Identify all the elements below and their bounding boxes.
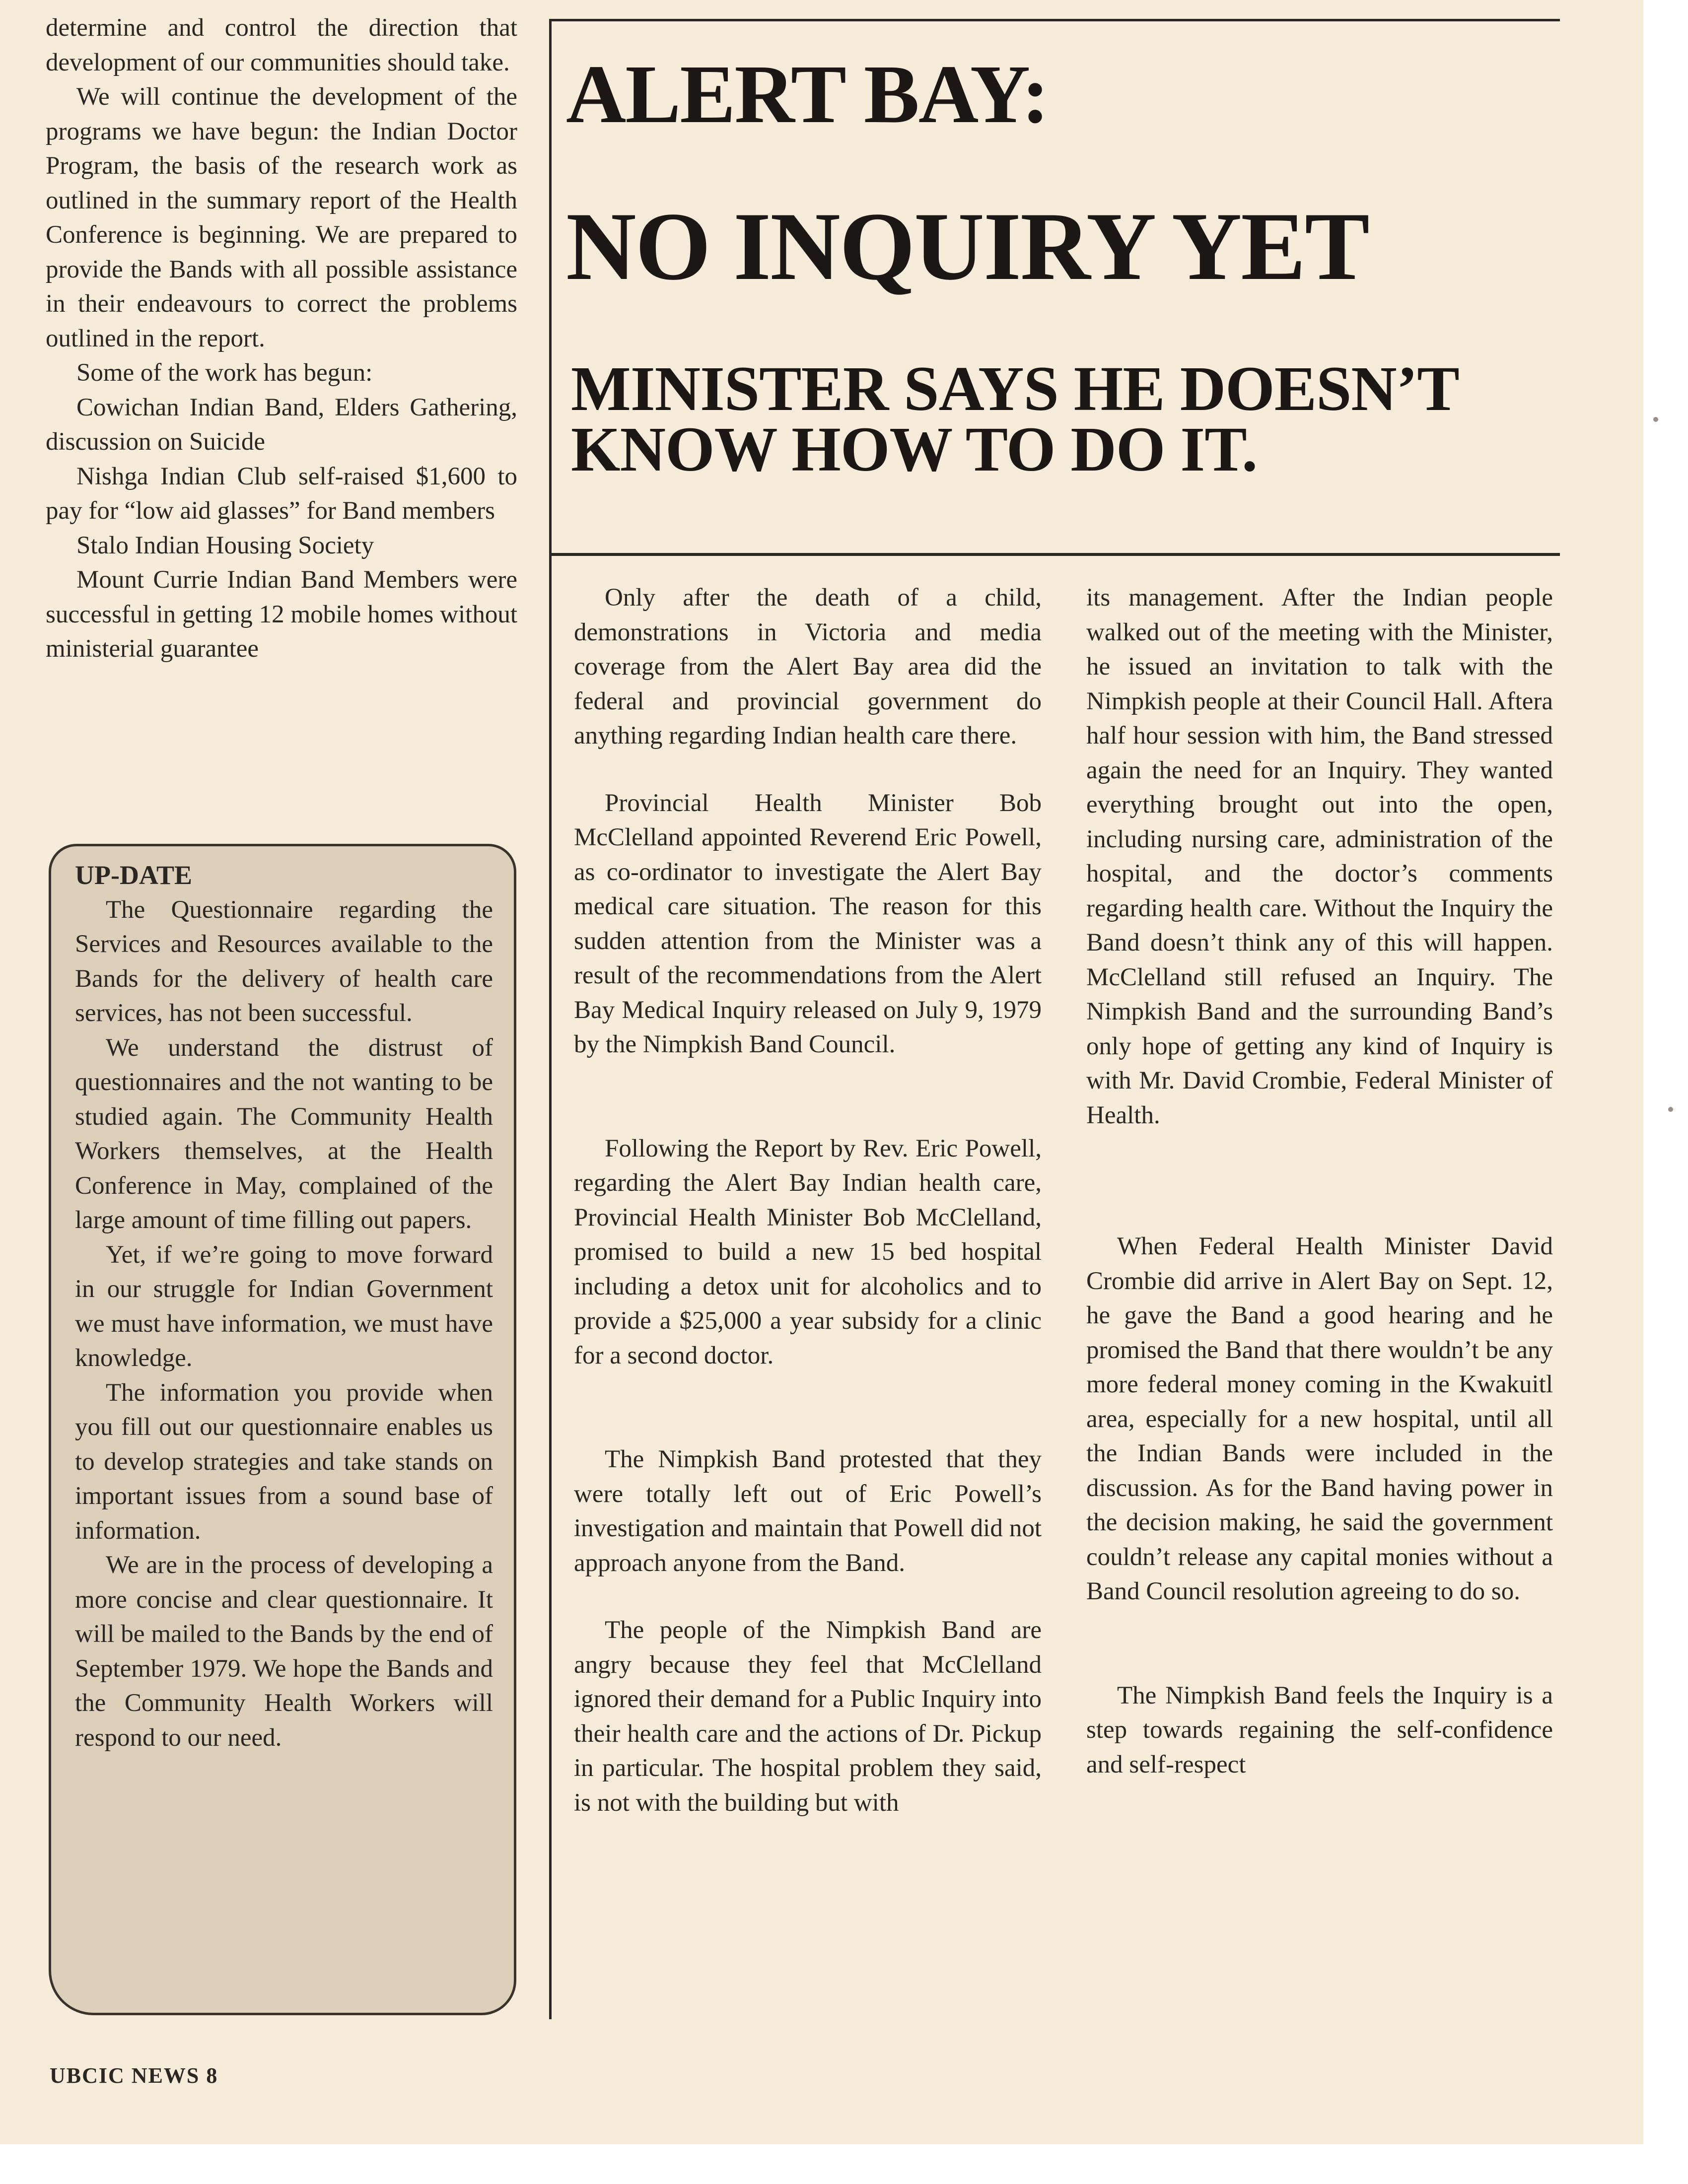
left-paragraph: Stalo Indian Housing Society [76, 531, 374, 559]
print-speck [1668, 1107, 1673, 1112]
left-paragraph: Cowichan Indian Band, Elders Gathering, discussion on Suicide [46, 393, 517, 456]
article-paragraph: The Nimpkish Band feels the Inquiry is a step towards regaining the self-confidence and self-respect [1086, 1681, 1553, 1778]
update-title: UP-DATE [75, 860, 192, 890]
print-speck [1653, 417, 1658, 422]
article-right-column [1086, 581, 1553, 1782]
update-paragraph: Yet, if we’re going to move forward in our struggle for Indian Government we must have information, we must have knowledge. [75, 1240, 493, 1372]
headline-top-rule [549, 19, 1560, 21]
article-paragraph: Following the Report by Rev. Eric Powell, regarding the Alert Bay Indian health care, Provincial Health Minister Bob McClelland, promised to build a new 15 bed hospital including a detox unit for alcoholics and to provide a $25,000 a year subsidy for a clinic for a second doctor. [574, 1134, 1042, 1369]
article-paragraph: Only after the death of a child, demonstrations in Victoria and media coverage from the Alert Bay area did the federal and provincial government do anything regarding Indian health care there. [574, 584, 1042, 750]
update-box [49, 844, 516, 2015]
left-column [46, 11, 517, 667]
headline-alert-bay: ALERT BAY: [566, 48, 1049, 140]
article-paragraph: its management. After the Indian people walked out of the meeting with the Minister, he issued an invitation to talk with the Nimpkish people at their Council Hall. Aftera half hour session with him, the Band stressed again the need for an Inquiry. They wanted everything brought out into the open, including nursing care, administration of the hospital, and the doctor’s comments regarding health care. Without the Inquiry the Band doesn’t think any of this will happen. McClelland still refused an Inquiry. The Nimpkish Band and the surrounding Band’s only hope of getting any kind of Inquiry is with Mr. David Crombie, Federal Minister of Health. [1086, 584, 1553, 1129]
update-paragraph: We are in the process of developing a more concise and clear questionnaire. It will be mailed to the Bands by the end of September 1979. We hope the Bands and the Community Health Workers will respond to our need. [75, 1551, 493, 1752]
subheadline: MINISTER SAYS HE DOESN’T KNOW HOW TO DO IT. [571, 353, 1458, 484]
update-paragraph: The information you provide when you fill out our questionnaire enables us to develop strategies and take stands on important issues from a sound base of information. [75, 1378, 493, 1545]
page-footer: UBCIC NEWS 8 [50, 2063, 218, 2088]
article-middle-column [574, 581, 1042, 1820]
article-paragraph: Provincial Health Minister Bob McClelland appointed Reverend Eric Powell, as co-ordinator to investigate the Alert Bay medical care situation. The reason for this sudden attention from the Minister was a result of the recommendations from the Alert Bay Medical Inquiry released on July 9, 1979 by the Nimpkish Band Council. [574, 789, 1042, 1058]
update-paragraph: We understand the distrust of questionnaires and the not wanting to be studied again. The Community Health Workers themselves, at the Health Conference in May, complained of the large amount of time filling out papers. [75, 1033, 493, 1234]
left-paragraph: We will continue the development of the programs we have begun: the Indian Doctor Program, the basis of the research work as outlined in the summary report of the Health Conference is beginning. We are prepared to provide the Bands with all possible assistance in their endeavours to correct the problems outlined in the report. [46, 83, 517, 352]
left-paragraph: Nishga Indian Club self-raised $1,600 to pay for “low aid glasses” for Band members [46, 462, 517, 525]
update-paragraph: The Questionnaire regarding the Services and Resources available to the Bands for the delivery of health care services, has not been successful. [75, 895, 493, 1027]
update-content [75, 858, 493, 1755]
article-paragraph: The Nimpkish Band protested that they were totally left out of Eric Powell’s investigation and maintain that Powell did not approach anyone from the Band. [574, 1445, 1042, 1577]
article-paragraph: When Federal Health Minister David Crombie did arrive in Alert Bay on Sept. 12, he gave the Band a good hearing and he promised the Band that there wouldn’t be any more federal money coming in the Kwakuitl area, especially for a new hospital, until all the Indian Bands were included in the discussion. As for the Band having power in the decision making, he said the government couldn’t release any capital monies without a Band Council resolution agreeing to do so. [1086, 1232, 1553, 1605]
headline-bottom-rule [549, 553, 1560, 556]
headline-no-inquiry: NO INQUIRY YET [566, 193, 1369, 300]
article-paragraph: The people of the Nimpkish Band are angry because they feel that McClelland ignored their demand for a Public Inquiry into their health care and the actions of Dr. Pickup in particular. The hospital problem they said, is not with the building but with [574, 1616, 1042, 1817]
left-paragraph: determine and control the direction that development of our communities should take. [46, 14, 517, 76]
left-paragraph: Some of the work has begun: [76, 359, 373, 387]
left-paragraph: Mount Currie Indian Band Members were successful in getting 12 mobile homes without ministerial guarantee [46, 566, 517, 663]
column-divider [549, 19, 552, 2019]
